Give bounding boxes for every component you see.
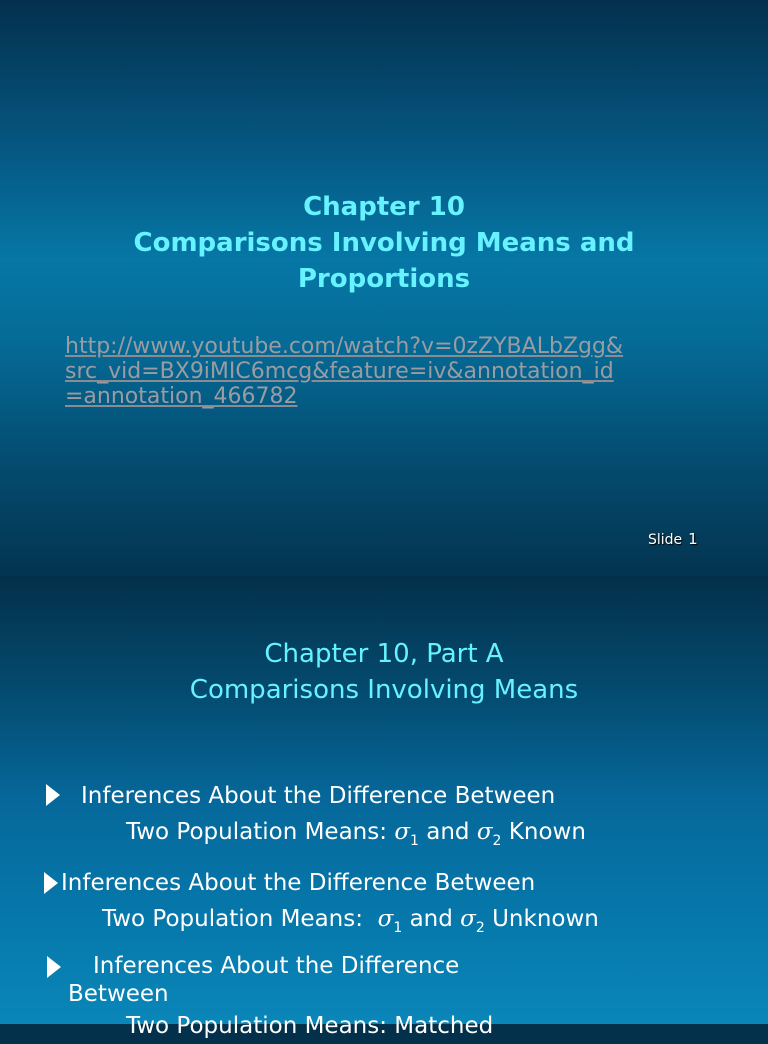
bullet-1-prefix: Two Population Means: [126, 819, 387, 845]
slide-number [648, 530, 698, 548]
bullet-2-suffix: Unknown [492, 906, 599, 932]
bullet-1-line-2 [126, 814, 586, 853]
sigma-symbol: σ [377, 906, 394, 932]
bullet-2-line-2 [102, 901, 599, 940]
link-line-1[interactable]: http://www.youtube.com/watch?v=0zZYBALbZgg& [65, 334, 624, 359]
title-line-1: Chapter 10 [303, 192, 465, 222]
and-word: and [426, 819, 470, 845]
sigma-symbol: σ [394, 819, 411, 845]
and-word: and [409, 906, 453, 932]
slide-label: Slide [648, 532, 683, 548]
bullet-2-line-1: Inferences About the Difference Between [61, 870, 536, 896]
subscript-1: 1 [410, 833, 419, 849]
slide-1-title [0, 189, 768, 297]
slide-2-title-line-1: Chapter 10, Part A [264, 639, 504, 669]
link-line-2[interactable]: src_vid=BX9iMIC6mcg&feature=iv&annotation_id [65, 359, 614, 384]
subscript-1: 1 [393, 920, 403, 936]
slide-2-title-line-2: Comparisons Involving Means [189, 675, 579, 705]
subscript-2: 2 [492, 833, 502, 849]
slide-2 [0, 576, 768, 1039]
subscript-2: 2 [475, 920, 485, 936]
sigma-symbol: σ [460, 906, 476, 932]
title-line-3: Proportions [297, 264, 471, 294]
sigma-symbol: σ [476, 819, 493, 845]
link-line-3[interactable]: =annotation_466782 [65, 384, 298, 409]
title-line-2: Comparisons Involving Means and [133, 228, 635, 258]
bullet-3-line-3: Two Population Means: Matched [126, 1013, 494, 1039]
bullet-2-prefix: Two Population Means: [102, 906, 363, 932]
slide-number-value: 1 [688, 530, 698, 548]
bullet-arrow-icon [47, 956, 63, 978]
bullet-arrow-icon [46, 784, 62, 806]
youtube-link[interactable] [65, 334, 725, 409]
bullet-arrow-icon [44, 872, 60, 894]
slide-2-title [0, 636, 768, 708]
bullet-3-line-1: Inferences About the Difference [93, 953, 460, 979]
bullet-1-line-1: Inferences About the Difference Between [81, 783, 556, 809]
bullet-3-line-2: Between [68, 981, 169, 1007]
bullet-1-suffix: Known [508, 819, 586, 845]
